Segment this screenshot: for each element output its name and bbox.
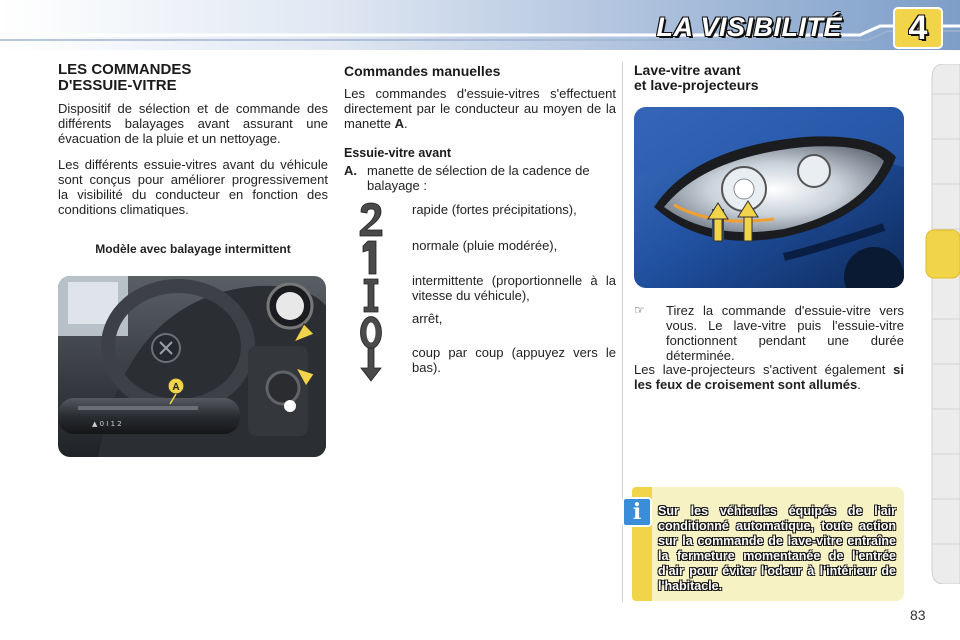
- wiper-stalk-photo: [58, 276, 326, 457]
- manual-controls-title: Commandes manuelles: [344, 63, 501, 79]
- headlamp-washer-photo: [634, 107, 904, 288]
- washer-title-line-2: et lave-projecteurs: [634, 77, 759, 93]
- washer-instruction-text: Tirez la commande d'essuie-vitre vers vous. Le lave-vitre puis l'essuie-vitre fonctionnent pendant une durée déterminée.: [666, 303, 904, 363]
- intro-text: Les commandes d'essuie-vitres s'effectuent directement par le conducteur au moyen de la manette: [344, 86, 616, 131]
- section-title: [58, 62, 328, 94]
- manual-controls-intro: [344, 86, 616, 131]
- item-a-text: manette de sélection de la cadence de balayage :: [367, 163, 590, 193]
- setting-1-text: normale (pluie modérée),: [412, 238, 558, 253]
- svg-text:▲ 0 I 1 2: ▲ 0 I 1 2: [92, 420, 122, 428]
- description-paragraph: Les différents essuie-vitres avant du véhicule sont conçus pour améliorer progressivement la visibilité du conducteur en fonction des conditions climatiques.: [58, 157, 328, 217]
- setting-1-icon: [356, 238, 386, 276]
- info-icon: i: [622, 497, 652, 527]
- washer-instruction: [634, 303, 904, 363]
- info-text: Sur les véhicules équipés de l'air conditionné automatique, toute action sur la commande de lave-vitre entraîne la fermeture momentanée de l'entrée d'air pour éviter l'odeur à l'intérieur de l'habitacle.: [658, 504, 896, 593]
- page-number: 83: [910, 607, 926, 623]
- setting-off-text: arrêt,: [412, 311, 443, 326]
- setting-2-icon: [356, 200, 386, 238]
- stalk-label-a: A: [172, 382, 180, 393]
- intro-end: .: [404, 116, 408, 131]
- headlamp-washer-condition: si les feux de croisement sont allumés: [634, 362, 904, 392]
- washer-title-line-1: Lave-vitre avant: [634, 62, 741, 78]
- setting-2-text: rapide (fortes précipitations),: [412, 202, 577, 217]
- washer-title: [634, 63, 904, 93]
- section-title-line-1: LES COMMANDES: [58, 61, 192, 78]
- headlamp-washer-end: .: [857, 377, 861, 392]
- pointing-hand-icon: ☞: [634, 303, 645, 317]
- intro-paragraph: Dispositif de sélection et de commande des différents balayages avant assurant une évacuation de la pluie et un nettoyage.: [58, 101, 328, 146]
- item-a-letter: A.: [344, 163, 357, 178]
- section-title-line-2: D'ESSUIE-VITRE: [58, 77, 177, 94]
- setting-single-wipe-text: coup par coup (appuyez vers le bas).: [412, 345, 616, 375]
- page-title: LA VISIBILITÉ: [656, 12, 842, 42]
- setting-single-wipe-arrow-down-icon: [356, 346, 386, 384]
- chapter-number: 4: [908, 9, 928, 47]
- item-a: [344, 163, 616, 195]
- front-wiper-subheading: Essuie-vitre avant: [344, 146, 451, 160]
- side-chapter-tabs: [924, 64, 960, 584]
- intro-control-letter: A: [394, 116, 404, 131]
- setting-intermittent-text: intermittente (proportionnelle à la vitesse du véhicule),: [412, 273, 616, 303]
- headlamp-washer-paragraph: [634, 362, 904, 392]
- headlamp-washer-text: Les lave-projecteurs s'activent également: [634, 362, 886, 377]
- setting-intermittent-icon: [356, 276, 386, 314]
- photo-caption: Modèle avec balayage intermittent: [95, 242, 291, 256]
- active-chapter-tab: [926, 230, 960, 278]
